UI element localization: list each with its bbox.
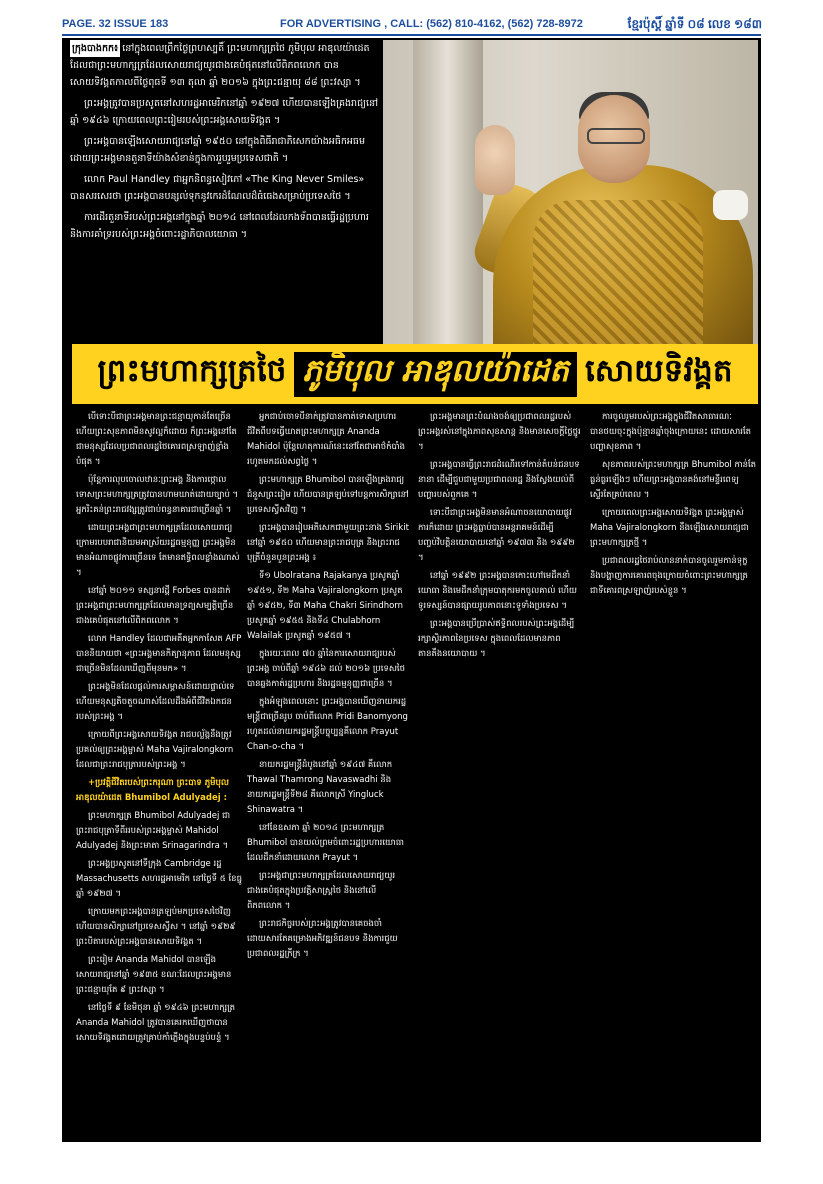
page-issue-label: PAGE. 32 ISSUE 183 [62, 18, 169, 30]
col2-paragraph: ក្នុងរយៈពេល ៧០ ឆ្នាំនៃការសោយរាជ្យរបស់ព្រះអង្គ ចាប់ពីឆ្នាំ ១៩៤៦ ដល់ ២០១៦ ប្រទេសថៃបានឆ្លងកាត់រដ្ឋប្រហារ និងរដ្ឋធម្មនុញ្ញជាច្រើន ។ [247, 649, 406, 689]
col2-paragraph: ទី១ Ubolratana Rajakanya ប្រសូតឆ្នាំ ១៩៥១, ទី២ Maha Vajiralongkorn ប្រសូតឆ្នាំ ១៩៥២, ទី៣ Maha Chakri Sirindhorn ប្រសូតឆ្នាំ ១៩៥៥ និងទី៤ Chulabhorn Walailak ប្រសូតឆ្នាំ ១៩៥៧ ។ [247, 571, 404, 641]
page-header [62, 14, 762, 36]
header-rule [62, 34, 761, 36]
col1-paragraph: បើទោះបីជាព្រះអង្គមានព្រះជន្មាយុកាន់តែច្រើន ហើយព្រះសុខភាពមិនសូវល្អក៏ដោយ ក៏ព្រះអង្គនៅតែជាមនុស្សដែលប្រជាពលរដ្ឋថៃគោរពស្រឡាញ់ខ្លាំងបំផុត ។ [76, 412, 237, 467]
col1-paragraph: ប៉ុន្តែការលុបចោលឋានៈព្រះអង្គ និងការថ្កោលទោសព្រះមហាក្សត្រត្រូវបានហាមឃាត់ដោយច្បាប់ ។ អ្នករិះគន់ព្រះរាជវង្សត្រូវជាប់ពន្ធនាគារជាច្រើនឆ្នាំ ។ [76, 475, 239, 515]
col4-paragraph: ក្រោយពេលព្រះអង្គសោយទិវង្គត ព្រះអង្គម្ចាស់ Maha Vajiralongkorn នឹងឡើងសោយរាជ្យជាព្រះមហាក្សត្រថ្មី ។ [590, 508, 749, 548]
glasses [587, 128, 645, 144]
col1-paragraph: ដោយព្រះអង្គជាព្រះមហាក្សត្រដែលសោយរាជ្យក្រោមរបបរាជានិយមអាស្រ័យរដ្ឋធម្មនុញ្ញ ព្រះអង្គមិនមានអំណាចផ្លូវការច្រើនទេ តែមានឥទ្ធិពលខ្លាំងណាស់ ។ [76, 523, 240, 578]
col2-paragraph: នៅខែឧសភា ឆ្នាំ ២០១៤ ព្រះមហាក្សត្រ Bhumibol បានយល់ព្រមចំពោះរដ្ឋប្រហារយោធាដែលដឹកនាំដោយលោក Prayut ។ [247, 823, 404, 863]
top-paragraph-3: ព្រះអង្គបានឡើងសោយរាជ្យនៅឆ្នាំ ១៩៥០ នៅក្នុងពិធីរាជាភិសេកយ៉ាងអធិកអធម ដោយព្រះអង្គមានតួនាទីយ៉ាងសំខាន់ក្នុងការរួបរួមប្រទេសជាតិ ។ [70, 136, 365, 164]
col2-paragraph: ព្រះរាជកិច្ចរបស់ព្រះអង្គត្រូវបានគេចងចាំ ដោយសារតែគម្រោងអភិវឌ្ឍន៍ជនបទ និងការជួយប្រជាពលរដ្ឋក្រីក្រ ។ [247, 919, 398, 959]
col4-paragraph: សុខភាពរបស់ព្រះមហាក្សត្រ Bhumibol កាន់តែធ្ងន់ធ្ងរឡើងៗ ហើយព្រះអង្គបានគង់នៅមន្ទីរពេទ្យស្ទើរតែគ្រប់ពេល ។ [590, 460, 757, 500]
col1-paragraph: ព្រះរៀម Ananda Mahidol បានឡើងសោយរាជ្យនៅឆ្នាំ ១៩៣៥ ខណៈដែលព្រះអង្គមានព្រះជន្មាយុតែ ៩ ព្រះវស្សា ។ [76, 955, 232, 995]
col1-paragraph: ព្រះអង្គប្រសូតនៅទីក្រុង Cambridge រដ្ឋ Massachusetts សហរដ្ឋអាមេរិក នៅថ្ងៃទី ៥ ខែធ្នូ ឆ្នាំ ១៩២៧ ។ [76, 859, 242, 899]
top-paragraph-5: ការដើរតួនាទីរបស់ព្រះអង្គនៅក្នុងឆ្នាំ ២០១៤ នៅពេលដែលកងទ័ពបានធ្វើរដ្ឋប្រហារ និងការគាំទ្ររបស់ព្រះអង្គចំពោះរដ្ឋាភិបាលយោធា ។ [70, 212, 369, 240]
top-article-column [70, 40, 380, 340]
col4-paragraph: ការចូលរួមរបស់ព្រះអង្គក្នុងជីវិតសាធារណៈបានថយចុះក្នុងប៉ុន្មានឆ្នាំចុងក្រោយនេះ ដោយសារតែបញ្ហាសុខភាព ។ [590, 412, 752, 452]
advertising-contact: FOR ADVERTISING , CALL: (562) 810-4162, (562) 728-8972 [280, 18, 583, 30]
top-paragraph-1 [70, 40, 380, 91]
headline-part-1: ព្រះមហាក្សត្រថៃ [97, 352, 287, 389]
masthead-label: ខ្មែរប៉ុស្តិ៍ ឆ្នាំទី ០៨ លេខ ១៨៣ [627, 17, 762, 31]
article-column-4 [590, 410, 757, 1130]
col1-paragraph: នៅឆ្នាំ ២០១១ ទស្សនាវដ្តី Forbes បានដាក់ព្រះអង្គជាព្រះមហាក្សត្រដែលមានទ្រព្យសម្បត្តិច្រើនជាងគេបំផុតនៅលើពិភពលោក ។ [76, 586, 234, 626]
col2-paragraph: ព្រះអង្គបានរៀបអភិសេកជាមួយព្រះនាង Sirikit នៅឆ្នាំ ១៩៥០ ហើយមានព្រះរាជបុត្រ និងព្រះរាជបុត្រីចំនួនបួនព្រះអង្គ ៖ [247, 523, 409, 563]
col1-paragraph: ក្រោយពីព្រះអង្គសោយទិវង្គត រាជបល្ល័ង្កនឹងត្រូវប្រគល់ឲ្យព្រះអង្គម្ចាស់ Maha Vajiralongkorn ដែលជាព្រះរាជបុត្រារបស់ព្រះអង្គ ។ [76, 730, 234, 770]
headline-highlight-name: ភូមិបុល អាឌុលយ៉ាដេត [294, 352, 577, 397]
headline-banner [72, 344, 758, 404]
col1-paragraph: ក្រោយមកព្រះអង្គបានត្រឡប់មកប្រទេសថៃវិញ ហើយបានសិក្សានៅប្រទេសស្វីស ។ នៅឆ្នាំ ១៩២៩ ព្រះបិតារបស់ព្រះអង្គបានសោយទិវង្គត ។ [76, 907, 236, 947]
col2-paragraph: ព្រះមហាក្សត្រ Bhumibol បានឡើងគ្រងរាជ្យជំនួសព្រះរៀម ហើយបានត្រឡប់ទៅបន្តការសិក្សានៅប្រទេសស្វីសវិញ ។ [247, 475, 409, 515]
article-column-3 [418, 410, 581, 1130]
col2-paragraph: អ្នកជាប់ចោទបីនាក់ត្រូវបានកាត់ទោសប្រហារជីវិតពីបទធ្វើឃាតព្រះមហាក្សត្រ Ananda Mahidol ប៉ុន្តែហេតុការណ៍នេះនៅតែជាអាថ៌កំបាំងរហូតមកដល់សព្វថ្ងៃ ។ [247, 412, 405, 467]
col3-paragraph: នៅឆ្នាំ ១៩៩២ ព្រះអង្គបានកោះហៅមេដឹកនាំយោធា និងមេដឹកនាំក្រុមបាតុករមកចូលគាល់ ហើយទូរទស្សន៍បានផ្សាយរូបភាពនោះទូទាំងប្រទេស ។ [418, 571, 578, 611]
article-column-2 [247, 410, 410, 1130]
col1-paragraph: ព្រះអង្គមិនដែលផ្តល់ការសម្ភាសន៍ដោយផ្ទាល់ទេ ហើយមនុស្សតិចតួចណាស់ដែលដឹងអំពីជីវិតឯកជនរបស់ព្រះអង្គ ។ [76, 682, 235, 722]
article-columns [70, 410, 758, 1138]
article-column-1 [76, 410, 242, 1130]
top-paragraph-2: ព្រះអង្គត្រូវបានប្រសូតនៅសហរដ្ឋអាមេរិកនៅឆ្នាំ ១៩២៧ ហើយបានឡើងគ្រងរាជ្យនៅឆ្នាំ ១៩៤៦ ក្រោយពេលព្រះរៀមរបស់ព្រះអង្គសោយទិវង្គត ។ [70, 98, 379, 126]
col2-paragraph: នាយករដ្ឋមន្ត្រីដំបូងនៅឆ្នាំ ១៩៤៧ គឺលោក Thawal Thamrong Navaswadhi និងនាយករដ្ឋមន្ត្រីទី២៨ គឺលោកស្រី Yingluck Shinawatra ។ [247, 760, 393, 815]
headline-part-2: សោយទិវង្គត [584, 352, 733, 389]
col1-paragraph: នៅថ្ងៃទី ៩ ខែមិថុនា ឆ្នាំ ១៩៤៦ ព្រះមហាក្សត្រ Ananda Mahidol ត្រូវបានគេរកឃើញថាបានសោយទិវង្គតដោយត្រូវគ្រាប់កាំភ្លើងក្នុងបន្ទប់បន្ទំ ។ [76, 1003, 236, 1043]
biography-subheading: +ប្រវត្តិជីវិតរបស់ព្រះករុណា ព្រះបាទ ភូមិបុល អាឌុលយ៉ាដេត Bhumibol Adulyadej : [76, 778, 229, 803]
col3-paragraph: ទោះបីជាព្រះអង្គមិនមានអំណាចនយោបាយផ្លូវការក៏ដោយ ព្រះអង្គធ្លាប់បានអន្តរាគមន៍ដើម្បីបញ្ចប់វិបត្តិនយោបាយនៅឆ្នាំ ១៩៧៣ និង ១៩៩២ ។ [418, 508, 575, 563]
dateline: ក្រុងបាងកក៖ [70, 40, 120, 57]
col1-paragraph: ព្រះមហាក្សត្រ Bhumibol Adulyadej ជាព្រះរាជបុត្រាទីពីររបស់ព្រះអង្គម្ចាស់ Mahidol Adulyadej និងព្រះមាតា Srinagarindra ។ [76, 811, 231, 851]
king-portrait-photo [383, 40, 758, 345]
col2-paragraph: ព្រះអង្គជាព្រះមហាក្សត្រដែលសោយរាជ្យយូរជាងគេបំផុតក្នុងប្រវត្តិសាស្ត្រថៃ និងនៅលើពិភពលោក ។ [247, 871, 396, 911]
white-ribbon [713, 190, 748, 220]
background-pillar [413, 40, 483, 345]
col2-paragraph: ក្នុងអំឡុងពេលនោះ ព្រះអង្គបានឃើញនាយករដ្ឋមន្ត្រីជាច្រើនរូប ចាប់ពីលោក Pridi Banomyong រហូតដល់នាយករដ្ឋមន្ត្រីបច្ចុប្បន្នគឺលោក Prayut Chan-o-cha ។ [247, 697, 408, 752]
col3-paragraph: ព្រះអង្គបានប្រើប្រាស់ឥទ្ធិពលរបស់ព្រះអង្គដើម្បីរក្សាស្ថិរភាពនៃប្រទេស ក្នុងពេលដែលមានភាពតានតឹងនយោបាយ ។ [418, 619, 575, 659]
col3-paragraph: ព្រះអង្គបានធ្វើព្រះរាជដំណើរទៅកាន់តំបន់ជនបទនានា ដើម្បីជួបជាមួយប្រជាពលរដ្ឋ និងស្វែងយល់ពីបញ្ហារបស់ពួកគេ ។ [418, 460, 580, 500]
col3-paragraph: ព្រះអង្គមានព្រះបំណងចង់ឲ្យប្រជាពលរដ្ឋរបស់ព្រះអង្គរស់នៅក្នុងភាពសុខសាន្ត និងមានសេចក្តីថ្លៃថ្នូរ ។ [418, 412, 581, 452]
raised-hand [475, 125, 515, 195]
top-paragraph-4: លោក Paul Handley ជាអ្នកនិពន្ធសៀវភៅ «The King Never Smiles» បានសរសេរថា ព្រះអង្គបានបន្សល់ទុកនូវកេរដំណែលដ៏ធំធេងសម្រាប់ប្រទេសថៃ ។ [70, 174, 365, 202]
col1-paragraph: លោក Handley ដែលជាអតីតអ្នកកាសែត AFP បាននិយាយថា «ព្រះអង្គមានកិត្យានុភាព ដែលមនុស្សជាច្រើនមិនដែលឃើញពីមុនមក» ។ [76, 634, 242, 674]
top-paragraph-1-text: នៅក្នុងពេលព្រឹកថ្ងៃព្រហស្បតិ៍ ព្រះមហាក្សត្រថៃ ភូមិបុល អាឌុលយ៉ាដេត ដែលជាព្រះមហាក្សត្រដែលសោយរាជ្យយូរជាងគេបំផុតនៅលើពិភពលោក បានសោយទិវង្គតកាលពីថ្ងៃពុធទី ១៣ តុលា ឆ្នាំ ២០១៦ ក្នុងព្រះជន្មាយុ ៨៨ ព្រះវស្សា ។ [70, 43, 370, 88]
robe-pattern [533, 200, 703, 345]
col4-paragraph: ប្រជាពលរដ្ឋថៃរាប់លាននាក់បានចូលរួមកាន់ទុក្ខ និងបង្ហាញការគោរពចុងក្រោយចំពោះព្រះមហាក្សត្រជាទីគោរពស្រឡាញ់របស់ខ្លួន ។ [590, 556, 748, 596]
